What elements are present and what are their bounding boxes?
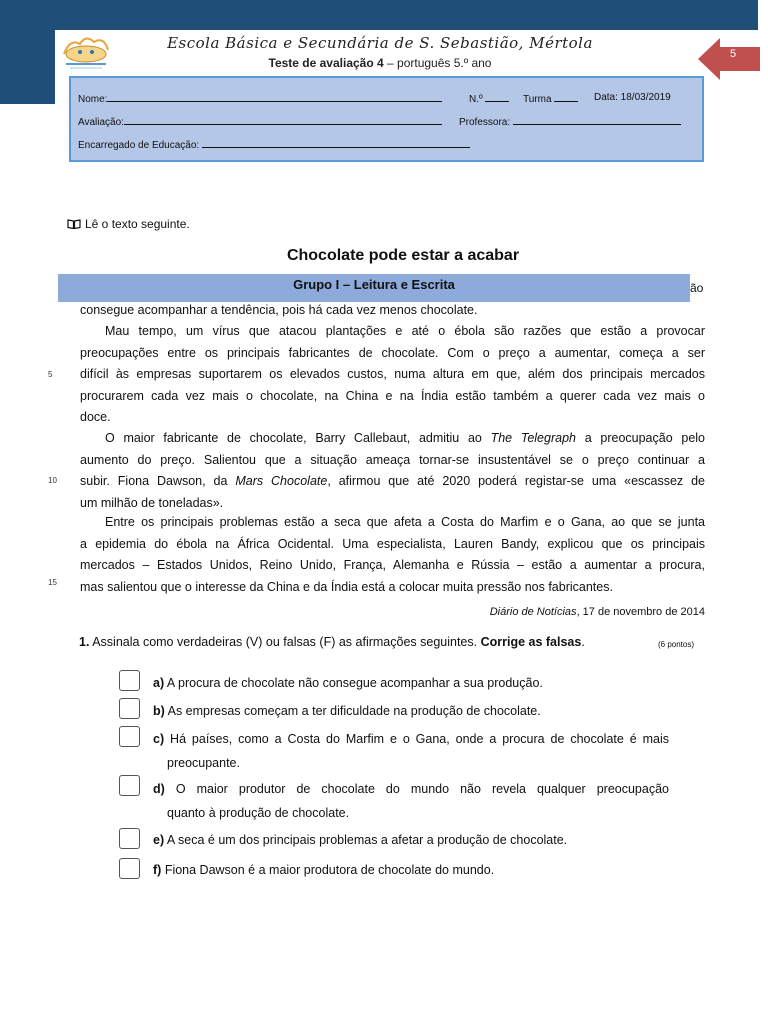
paragraph-line: doce. — [80, 410, 111, 424]
statement-letter: b) — [153, 704, 165, 718]
field-data: Data: 18/03/2019 — [594, 92, 671, 103]
paragraph-line: preocupações entre os principais fabricantes de chocolate. Com o preço a aumentar, começa a ser — [80, 345, 705, 360]
source-date: , 17 de novembro de 2014 — [576, 606, 705, 618]
question-emphasis: Corrige as falsas — [480, 635, 582, 649]
line-number-10: 10 — [48, 476, 57, 485]
paragraph-line: mas salientou que o interesse da China e da Índia está a colocar muita pressão nos fabricantes. — [80, 579, 613, 594]
field-nome — [78, 92, 442, 105]
paragraph-line: a epidemia do ébola na África Ocidental. Uma especialista, Lauren Bandy, explicou que os principais — [80, 536, 705, 551]
source-citation — [400, 606, 705, 618]
paragraph-line: um milhão de toneladas». — [80, 495, 224, 510]
statement-line — [153, 727, 669, 751]
publication-the-telegraph: The Telegraph — [490, 431, 576, 445]
statement-text: As empresas começam a ter dificuldade na produção de chocolate. — [167, 704, 541, 718]
field-avaliacao-line[interactable] — [124, 115, 442, 125]
field-encarregado-line[interactable] — [202, 138, 470, 148]
paragraph-line: Mau tempo, um vírus que atacou plantações e até o ébola são razões que estão a provocar — [105, 324, 705, 338]
school-name: Escola Básica e Secundária de S. Sebastião, Mértola — [167, 34, 593, 52]
question-number: 1. — [79, 635, 90, 649]
company-mars-chocolate: Mars Chocolate — [235, 474, 328, 488]
statement-line: preocupante. — [167, 756, 240, 770]
answer-box-d[interactable] — [119, 775, 140, 796]
statement-letter: c) — [153, 732, 165, 746]
question-points: (6 pontos) — [658, 640, 695, 649]
statement-d — [153, 777, 669, 825]
clipped-text-fragment: ão — [690, 281, 704, 295]
statement-c — [153, 727, 669, 775]
group-banner: Grupo I – Leitura e Escrita — [58, 274, 690, 302]
statement-text: A procura de chocolate não consegue acompanhar a sua produção. — [166, 676, 543, 690]
statement-text: O maior produtor de chocolate do mundo não revela qualquer preocupação — [175, 782, 669, 796]
paragraph-line: subir. Fiona Dawson, da Mars Chocolate, afirmou que até 2020 poderá registar-se uma «escassez de — [80, 474, 705, 488]
paragraph-3 — [80, 428, 705, 514]
field-encarregado — [78, 138, 470, 151]
field-avaliacao-label: Avaliação: — [78, 117, 124, 128]
statement-e — [153, 828, 669, 852]
paragraph-line: aumento do preço. Salientou que a situação ameaça tornar-se insustentável se o preço continuar a — [80, 452, 705, 467]
answer-box-c[interactable] — [119, 726, 140, 747]
question-text: Assinala como verdadeiras (V) ou falsas (F) as afirmações seguintes. — [89, 635, 481, 649]
read-instruction — [67, 217, 190, 231]
statement-letter: e) — [153, 833, 165, 847]
paragraph-line: O maior fabricante de chocolate, Barry Callebaut, admitiu ao The Telegraph a preocupação pelo — [105, 431, 706, 445]
paragraph-line: mercados – Estados Unidos, Reino Unido, França, Alemanha e Rússia – estão a aumentar a procura, — [80, 558, 705, 572]
question-1 — [79, 635, 585, 649]
read-instruction-text: Lê o texto seguinte. — [85, 217, 190, 231]
paragraph-2 — [80, 321, 705, 429]
statement-text: Fiona Dawson é a maior produtora de chocolate do mundo. — [164, 863, 495, 877]
source-publication: Diário de Notícias — [489, 606, 577, 618]
field-numero-line[interactable] — [485, 92, 509, 102]
statement-letter: f) — [153, 863, 162, 877]
top-color-bar — [0, 0, 758, 30]
test-title-rest: – português 5.º ano — [383, 56, 492, 70]
answer-box-a[interactable] — [119, 670, 140, 691]
paragraph-4 — [80, 512, 705, 598]
book-icon — [67, 219, 81, 229]
statement-letter: d) — [153, 782, 165, 796]
statement-text: Há países, como a Costa do Marfim e o Gana, onde a procura de chocolate é mais — [170, 732, 669, 746]
test-title — [120, 56, 640, 70]
text-title: Chocolate pode estar a acabar — [286, 247, 520, 264]
school-logo — [56, 28, 116, 74]
statement-a — [153, 671, 669, 695]
field-encarregado-label: Encarregado de Educação: — [78, 140, 200, 151]
field-avaliacao — [78, 115, 442, 128]
field-turma — [523, 92, 578, 105]
field-professora-line[interactable] — [513, 115, 681, 125]
student-info-box — [69, 76, 704, 162]
left-color-block — [0, 30, 55, 104]
paragraph-line: consegue acompanhar a tendência, pois há cada vez menos chocolate. — [80, 303, 478, 317]
statement-text: A seca é um dos principais problemas a afetar a produção de chocolate. — [166, 833, 568, 847]
statement-b — [153, 699, 669, 723]
paragraph-line: difícil às empresas suportarem os elevados custos, numa altura em que, além dos principais mercados — [80, 367, 705, 381]
statement-line — [153, 777, 669, 801]
field-numero — [469, 92, 509, 105]
paragraph-1 — [80, 300, 705, 322]
field-turma-line[interactable] — [554, 92, 578, 102]
field-nome-line[interactable] — [107, 92, 442, 102]
answer-box-f[interactable] — [119, 858, 140, 879]
statement-letter: a) — [153, 676, 165, 690]
field-professora — [459, 115, 681, 128]
test-title-bold: Teste de avaliação 4 — [268, 56, 384, 70]
line-number-5: 5 — [48, 370, 53, 379]
field-turma-label: Turma — [523, 94, 552, 105]
question-end: . — [581, 635, 585, 649]
paragraph-line: Entre os principais problemas estão a seca que afeta a Costa do Marfim e o Gana, ao que se junta — [105, 515, 705, 529]
paragraph-line: procurarem cada vez mais o chocolate, na China e na Índia estão também a querer cada vez mais o — [80, 388, 705, 403]
statement-f — [153, 858, 669, 882]
field-professora-label: Professora: — [459, 117, 511, 128]
statement-line: quanto à produção de chocolate. — [167, 806, 350, 820]
field-nome-label: Nome: — [78, 94, 108, 105]
answer-box-e[interactable] — [119, 828, 140, 849]
page-number: 5 — [729, 48, 737, 60]
line-number-15: 15 — [48, 578, 57, 587]
answer-box-b[interactable] — [119, 698, 140, 719]
field-numero-label: N.º — [469, 94, 483, 105]
